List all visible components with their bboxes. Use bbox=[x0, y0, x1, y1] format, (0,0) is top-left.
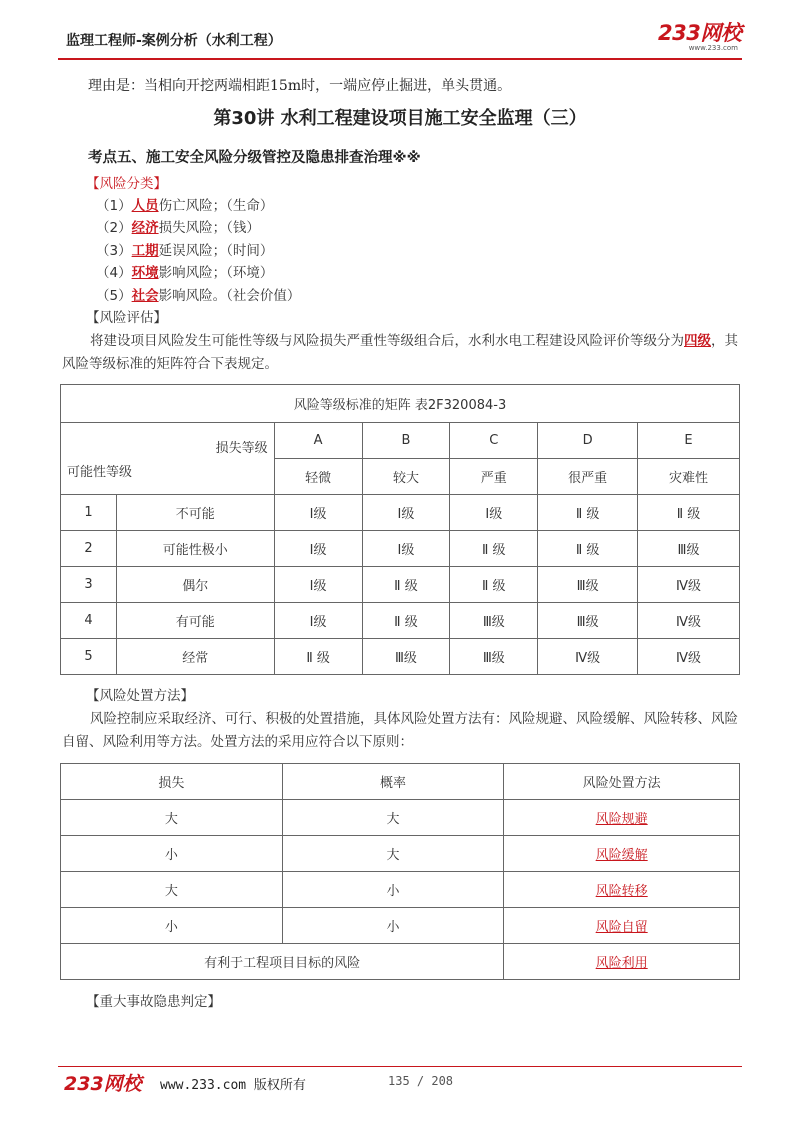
loss-cell: 小 bbox=[61, 836, 283, 872]
copyright-text: www.233.com 版权所有 bbox=[160, 1078, 306, 1093]
table-row bbox=[61, 908, 740, 944]
footer-logo: 233网校 bbox=[64, 1073, 142, 1095]
table-header-row bbox=[61, 764, 740, 800]
method-cell: 风险自留 bbox=[504, 908, 740, 944]
table-row bbox=[61, 836, 740, 872]
grade-cell: Ⅲ级 bbox=[538, 603, 638, 639]
letter-header: E bbox=[638, 423, 740, 459]
table-row bbox=[61, 800, 740, 836]
matrix-corner bbox=[61, 423, 275, 495]
row-num: 2 bbox=[61, 531, 117, 567]
grade-cell: Ⅱ 级 bbox=[274, 639, 362, 675]
risk-item: （2）经济损失风险；（钱） bbox=[96, 220, 260, 236]
table-row bbox=[61, 872, 740, 908]
loss-cell: 大 bbox=[61, 800, 283, 836]
grade-cell: Ⅱ 级 bbox=[450, 567, 538, 603]
doc-title: 监理工程师-案例分析（水利工程） bbox=[66, 33, 282, 49]
assessment-text: 将建设项目风险发生可能性等级与风险损失严重性等级组合后，水利水电工程建设风险评价等级分为四级，其风险等级标准的矩阵符合下表规定。 bbox=[62, 333, 738, 372]
grade-cell: Ⅰ级 bbox=[362, 495, 450, 531]
beneficial-risk-cell: 有利于工程项目目标的风险 bbox=[61, 944, 504, 980]
logo-url: www.233.com bbox=[688, 44, 738, 52]
reason-text: 理由是：当相向开挖两端相距15m时，一端应停止掘进，单头贯通。 bbox=[88, 78, 512, 94]
severity-header: 严重 bbox=[450, 459, 538, 495]
letter-header: C bbox=[450, 423, 538, 459]
prob-cell: 小 bbox=[282, 908, 504, 944]
table-row bbox=[61, 944, 740, 980]
grade-cell: Ⅲ级 bbox=[362, 639, 450, 675]
row-name: 可能性极小 bbox=[116, 531, 274, 567]
grade-cell: Ⅱ 级 bbox=[362, 603, 450, 639]
severity-header: 轻微 bbox=[274, 459, 362, 495]
grade-cell: Ⅳ级 bbox=[638, 567, 740, 603]
row-name: 偶尔 bbox=[116, 567, 274, 603]
poss-label: 可能性等级 bbox=[67, 465, 133, 480]
grade-cell: Ⅲ级 bbox=[450, 603, 538, 639]
assessment-heading: 【风险评估】 bbox=[86, 310, 167, 326]
prob-cell: 小 bbox=[282, 872, 504, 908]
grade-cell: Ⅰ级 bbox=[274, 531, 362, 567]
footer-rule bbox=[58, 1066, 742, 1067]
grade-cell: Ⅱ 级 bbox=[362, 567, 450, 603]
grade-cell: Ⅱ 级 bbox=[538, 495, 638, 531]
row-num: 3 bbox=[61, 567, 117, 603]
table-row bbox=[61, 639, 740, 675]
grade-cell: Ⅰ级 bbox=[450, 495, 538, 531]
prob-cell: 大 bbox=[282, 836, 504, 872]
table-row bbox=[61, 603, 740, 639]
table-row bbox=[61, 567, 740, 603]
col-header: 风险处置方法 bbox=[504, 764, 740, 800]
row-num: 4 bbox=[61, 603, 117, 639]
method-cell: 风险利用 bbox=[504, 944, 740, 980]
grade-cell: Ⅲ级 bbox=[450, 639, 538, 675]
page-header bbox=[58, 22, 742, 60]
disposal-table bbox=[60, 763, 740, 980]
grade-cell: Ⅳ级 bbox=[538, 639, 638, 675]
letter-header: D bbox=[538, 423, 638, 459]
lecture-title: 第30讲 水利工程建设项目施工安全监理（三） bbox=[213, 108, 587, 129]
row-name: 不可能 bbox=[116, 495, 274, 531]
grade-cell: Ⅱ 级 bbox=[638, 495, 740, 531]
major-hazard-heading: 【重大事故隐患判定】 bbox=[86, 994, 221, 1010]
topic-heading: 考点五、施工安全风险分级管控及隐患排查治理※※ bbox=[88, 150, 421, 166]
col-header: 损失 bbox=[61, 764, 283, 800]
table-caption: 风险等级标准的矩阵 表2F320084-3 bbox=[61, 385, 740, 423]
risk-item: （3）工期延误风险；（时间） bbox=[96, 243, 274, 259]
grade-cell: Ⅰ级 bbox=[362, 531, 450, 567]
method-cell: 风险缓解 bbox=[504, 836, 740, 872]
method-cell: 风险转移 bbox=[504, 872, 740, 908]
risk-matrix-table bbox=[60, 384, 740, 675]
risk-class-heading: 【风险分类】 bbox=[86, 176, 167, 192]
grade-cell: Ⅳ级 bbox=[638, 639, 740, 675]
brand-logo bbox=[658, 22, 742, 52]
letter-header: A bbox=[274, 423, 362, 459]
page-footer bbox=[58, 1066, 742, 1096]
loss-cell: 小 bbox=[61, 908, 283, 944]
grade-cell: Ⅲ级 bbox=[538, 567, 638, 603]
grade-cell: Ⅱ 级 bbox=[450, 531, 538, 567]
header-rule bbox=[58, 58, 742, 60]
grade-cell: Ⅰ级 bbox=[274, 567, 362, 603]
risk-item: （4）环境影响风险；（环境） bbox=[96, 265, 274, 281]
risk-item: （1）人员伤亡风险；（生命） bbox=[96, 198, 274, 214]
row-num: 1 bbox=[61, 495, 117, 531]
row-num: 5 bbox=[61, 639, 117, 675]
letter-header: B bbox=[362, 423, 450, 459]
loss-cell: 大 bbox=[61, 872, 283, 908]
row-name: 有可能 bbox=[116, 603, 274, 639]
loss-label: 损失等级 bbox=[215, 441, 268, 456]
grade-cell: Ⅰ级 bbox=[274, 603, 362, 639]
severity-header: 很严重 bbox=[538, 459, 638, 495]
page-number: 135 / 208 bbox=[388, 1074, 454, 1088]
risk-item: （5）社会影响风险。（社会价值） bbox=[96, 288, 301, 304]
severity-header: 灾难性 bbox=[638, 459, 740, 495]
method-cell: 风险规避 bbox=[504, 800, 740, 836]
grade-cell: Ⅱ 级 bbox=[538, 531, 638, 567]
disposal-text: 风险控制应采取经济、可行、积极的处置措施，具体风险处置方法有：风险规避、风险缓解、风险转移、风险自留、风险利用等方法。处置方法的采用应符合以下原则： bbox=[62, 711, 738, 750]
disposal-heading: 【风险处置方法】 bbox=[86, 688, 194, 704]
grade-cell: Ⅰ级 bbox=[274, 495, 362, 531]
table-row bbox=[61, 531, 740, 567]
prob-cell: 大 bbox=[282, 800, 504, 836]
row-name: 经常 bbox=[116, 639, 274, 675]
table-row bbox=[61, 495, 740, 531]
severity-header: 较大 bbox=[362, 459, 450, 495]
grade-cell: Ⅳ级 bbox=[638, 603, 740, 639]
grade-cell: Ⅲ级 bbox=[638, 531, 740, 567]
col-header: 概率 bbox=[282, 764, 504, 800]
logo-text: 233网校 bbox=[658, 21, 742, 45]
